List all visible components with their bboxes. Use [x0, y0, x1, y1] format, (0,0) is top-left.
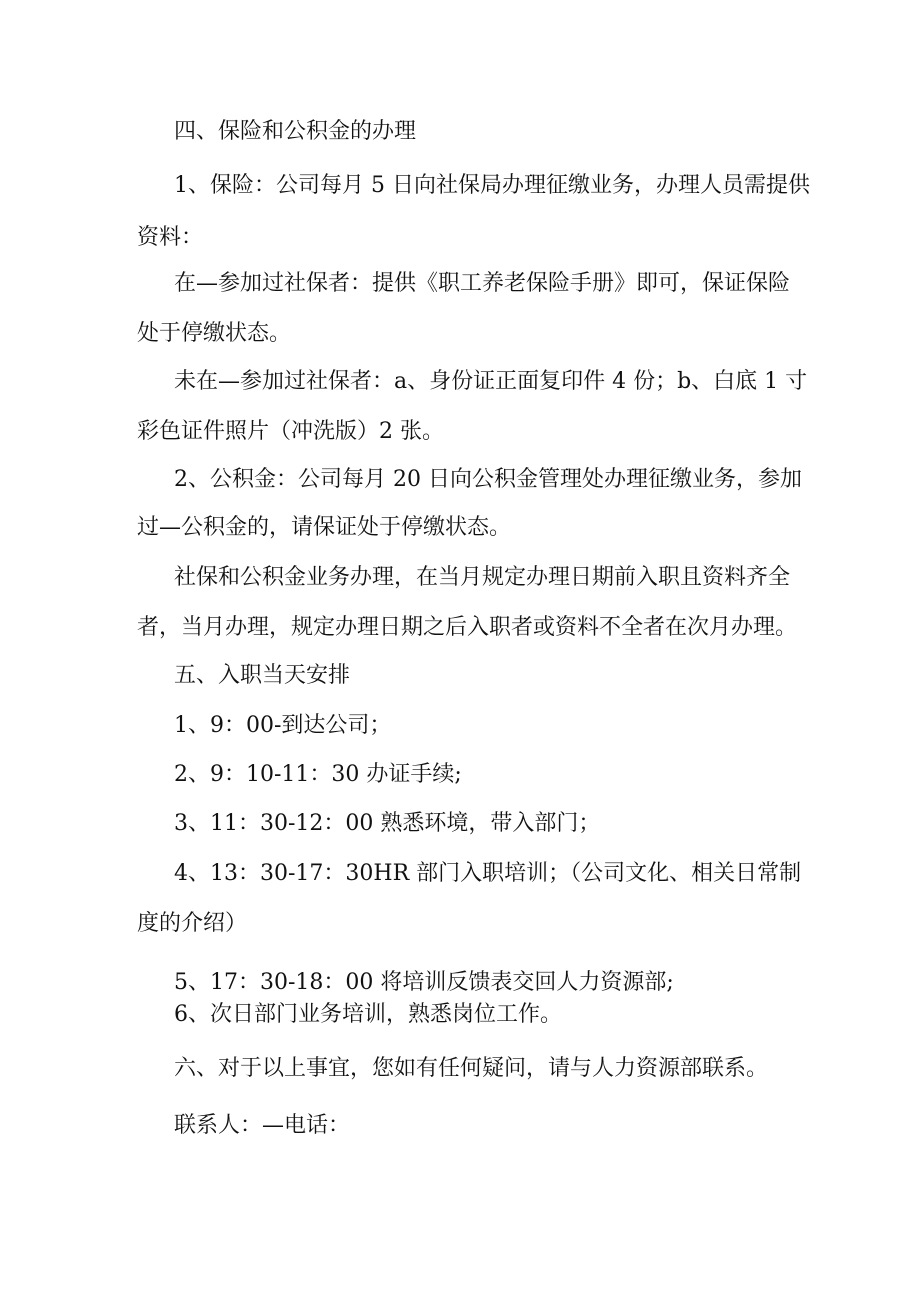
insured-before-line2: 处于停缴状态。 [137, 321, 292, 346]
housing-fund-line2: 过—公积金的，请保证处于停缴状态。 [137, 515, 512, 540]
schedule-item-6: 6、次日部门业务培训，熟悉岗位工作。 [174, 1002, 562, 1027]
section-5-heading: 五、入职当天安排 [174, 663, 351, 688]
insurance-paragraph-line1: 1、保险：公司每月 5 日向社保局办理征缴业务，办理人员需提供 [174, 173, 810, 198]
schedule-item-3: 3、11：30-12：00 熟悉环境，带入部门； [174, 811, 601, 836]
processing-rule-line1: 社保和公积金业务办理，在当月规定办理日期前入职且资料齐全 [174, 565, 791, 590]
housing-fund-line1: 2、公积金：公司每月 20 日向公积金管理处办理征缴业务，参加 [174, 467, 802, 492]
section-6-heading: 六、对于以上事宜，您如有任何疑问，请与人力资源部联系。 [174, 1056, 769, 1081]
contact-line: 联系人：—电话： [174, 1113, 351, 1138]
schedule-item-4-line2: 度的介绍） [137, 911, 248, 936]
schedule-item-4-line1: 4、13：30-17：30HR 部门入职培训；（公司文化、相关日常制 [174, 861, 802, 886]
not-insured-line1: 未在—参加过社保者：a、身份证正面复印件 4 份；b、白底 1 寸 [174, 369, 808, 394]
section-4-heading: 四、保险和公积金的办理 [174, 119, 417, 144]
processing-rule-line2: 者，当月办理，规定办理日期之后入职者或资料不全者在次月办理。 [137, 615, 798, 640]
insured-before-line1: 在—参加过社保者：提供《职工养老保险手册》即可，保证保险 [174, 271, 791, 296]
schedule-item-2: 2、9：10-11：30 办证手续; [174, 762, 462, 787]
schedule-item-5: 5、17：30-18：00 将培训反馈表交回人力资源部; [174, 970, 674, 995]
insurance-paragraph-line2: 资料： [137, 225, 204, 250]
schedule-item-1: 1、9：00-到达公司； [174, 713, 392, 738]
not-insured-line2: 彩色证件照片（冲洗版）2 张。 [137, 419, 444, 444]
